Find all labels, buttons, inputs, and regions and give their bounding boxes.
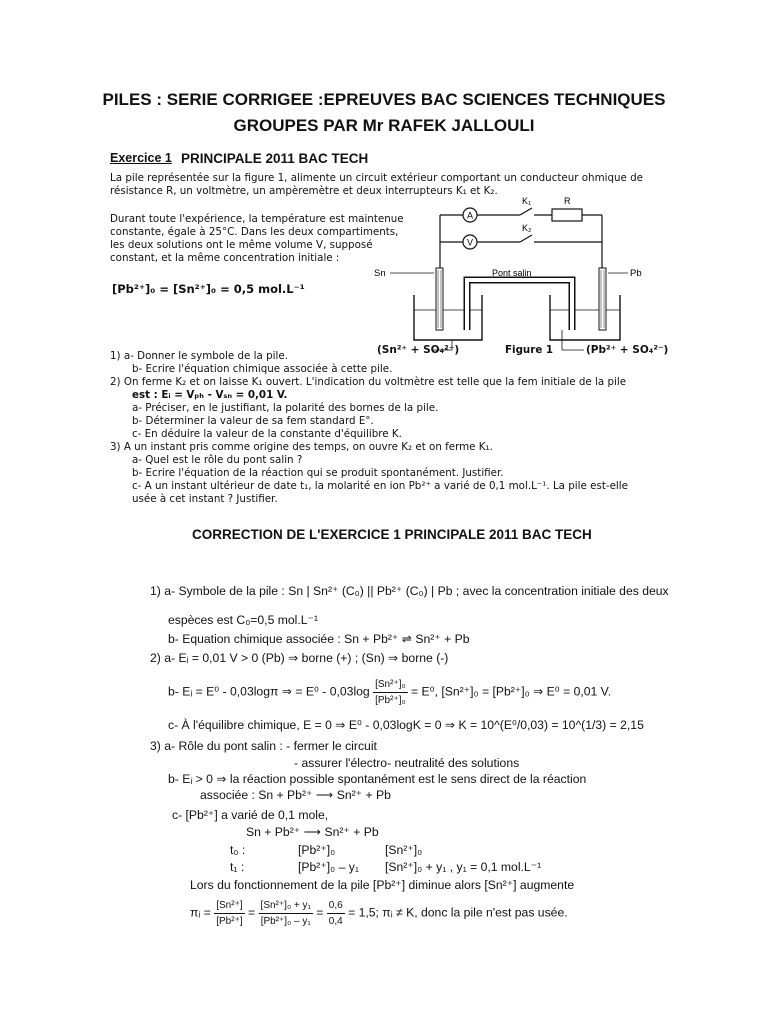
switch-k2-icon: [520, 223, 534, 247]
svg-text:Pb: Pb: [630, 268, 642, 279]
initial-concentration: [Pb²⁺]₀ = [Sn²⁺]₀ = 0,5 mol.L⁻¹: [112, 282, 305, 296]
correction-line: 3) a- Rôle du pont salin : - fermer le circuit: [150, 739, 377, 753]
table-cell: [Pb²⁺]₀: [298, 843, 336, 857]
fraction: $\frac{\text{[Sn²⁺]}}{\text{[Pb²⁺]}}$: [216, 900, 243, 927]
statement-line: La pile représentée sur la figure 1, alimente un circuit extérieur comportant un conducteur ohmique de: [110, 172, 644, 184]
question-line: b- Ecrire l'équation chimique associée à cette pile.: [132, 363, 393, 375]
fraction: $\frac{\text{[Sn²⁺]₀ + y₁}}{\text{[Pb²⁺]₀ – y₁}}$: [260, 900, 311, 927]
question-line: b- Déterminer la valeur de sa fem standard E°.: [132, 415, 374, 427]
ammeter-icon: [463, 208, 477, 222]
correction-line: Sn + Pb²⁺ ⟶ Sn²⁺ + Pb: [246, 825, 379, 839]
correction-line: b- Eᵢ > 0 ⇒ la réaction possible spontanément est le sens direct de la réaction: [168, 772, 587, 786]
correction-title: CORRECTION DE L'EXERCICE 1 PRINCIPALE 2011 BAC TECH: [192, 527, 592, 542]
correction-line: 1) a- Symbole de la pile : Sn | Sn²⁺ (C₀) || Pb²⁺ (C₀) | Pb ; avec la concentration initiale des deux: [150, 584, 669, 598]
statement-line: résistance R, un voltmètre, un ampèremètre et deux interrupteurs K₁ et K₂.: [110, 185, 498, 197]
correction-line: b- Eᵢ = E⁰ - 0,03logπ ⇒ = E⁰ - 0,03log $\frac{\text{[Sn²⁺]₀}}{\text{[Pb²⁺]₀}}$ = E⁰, [Sn²⁺]₀ = [Pb²⁺]₀ ⇒ E⁰ = 0,01 V.: [168, 679, 612, 706]
switch-k1-icon: [520, 196, 534, 220]
fraction: $\frac{\text{[Sn²⁺]₀}}{\text{[Pb²⁺]₀}}$: [375, 679, 406, 706]
svg-text:A: A: [466, 210, 474, 221]
figure-1-electrochemical-cell: [372, 190, 682, 365]
svg-text:Sn: Sn: [374, 268, 386, 279]
voltmeter-icon: [463, 235, 477, 249]
svg-text:K₁: K₁: [522, 196, 532, 206]
document-author-line: GROUPES PAR Mr RAFEK JALLOULI: [233, 116, 535, 135]
exercise-subtitle: PRINCIPALE 2011 BAC TECH: [181, 151, 369, 166]
svg-text:R: R: [564, 196, 571, 206]
question-line: usée à cet instant ? Justifier.: [132, 493, 278, 505]
resistor-icon: [552, 196, 582, 221]
svg-text:K₂: K₂: [522, 223, 532, 233]
question-line: est : Eᵢ = Vₚₕ - Vₛₙ = 0,01 V.: [132, 389, 288, 401]
correction-line: b- Equation chimique associée : Sn + Pb²⁺ ⇌ Sn²⁺ + Pb: [168, 632, 470, 646]
svg-text:V: V: [466, 237, 474, 248]
correction-line: espèces est C₀=0,5 mol.L⁻¹: [168, 613, 319, 627]
question-line: c- A un instant ultérieur de date t₁, la molarité en ion Pb²⁺ a varié de 0,1 mol.L⁻¹. La pile est-elle: [132, 480, 628, 492]
statement-line: Durant toute l'expérience, la température est maintenue: [110, 213, 404, 225]
table-cell: [Sn²⁺]₀ + y₁ , y₁ = 0,1 mol.L⁻¹: [385, 860, 542, 874]
correction-line: 2) a- Eᵢ = 0,01 V > 0 (Pb) ⇒ borne (+) ; (Sn) ⇒ borne (-): [150, 651, 449, 665]
left-solution-label: (Sn²⁺ + SO₄²⁻): [377, 344, 460, 356]
table-cell: [Pb²⁺]₀ – y₁: [298, 860, 359, 874]
statement-line: constante, égale à 25°C. Dans les deux compartiments,: [110, 226, 399, 238]
table-cell: t₁ :: [230, 860, 245, 874]
correction-line: associée : Sn + Pb²⁺ ⟶ Sn²⁺ + Pb: [200, 788, 391, 802]
lead-electrode: [599, 268, 606, 330]
statement-line: constant, et la même concentration initiale :: [110, 252, 340, 264]
exercise-label: Exercice 1: [110, 151, 172, 165]
question-line: 2) On ferme K₂ et on laisse K₁ ouvert. L'indication du voltmètre est telle que la fem initiale de la pile: [110, 376, 627, 388]
question-line: c- En déduire la valeur de la constante d'équilibre K.: [132, 428, 402, 440]
right-solution-label: (Pb²⁺ + SO₄²⁻): [586, 344, 669, 356]
svg-text:Pont salin: Pont salin: [492, 268, 532, 278]
table-cell: [Sn²⁺]₀: [385, 843, 423, 857]
salt-bridge: [467, 280, 572, 330]
statement-line: les deux solutions ont le même volume V, supposé: [110, 239, 373, 251]
question-line: a- Quel est le rôle du pont salin ?: [132, 454, 303, 466]
correction-line: - assurer l'électro- neutralité des solutions: [294, 756, 520, 770]
tin-electrode: [436, 268, 443, 330]
document-title: PILES : SERIE CORRIGEE :EPREUVES BAC SCIENCES TECHNIQUES: [102, 90, 666, 109]
correction-line: Lors du fonctionnement de la pile [Pb²⁺] diminue alors [Sn²⁺] augmente: [190, 878, 575, 892]
correction-line: c- [Pb²⁺] a varié de 0,1 mole,: [172, 808, 329, 822]
question-line: 3) A un instant pris comme origine des temps, on ouvre K₂ et on ferme K₁.: [110, 441, 493, 453]
fraction: $\frac{0,6}{0,4}$: [328, 900, 343, 927]
question-line: b- Ecrire l'équation de la réaction qui se produit spontanément. Justifier.: [132, 467, 504, 479]
question-line: 1) a- Donner le symbole de la pile.: [110, 350, 288, 362]
table-cell: t₀ :: [230, 843, 246, 857]
correction-line: πᵢ = $\frac{\text{[Sn²⁺]}}{\text{[Pb²⁺]}}$ = $\frac{\text{[Sn²⁺]₀ + y₁}}{\text{[Pb²⁺]₀ – y₁}}$ = $\frac{0,6}{0,4}$ = 1,5; πᵢ ≠ K, donc la pile n'est pas usée.: [190, 900, 568, 927]
correction-line: c- À l'équilibre chimique, E = 0 ⇒ E⁰ - 0,03logK = 0 ⇒ K = 10^(E⁰/0,03) = 10^(1/3) = 2,15: [168, 718, 644, 732]
figure-caption: Figure 1: [505, 344, 554, 356]
question-line: a- Préciser, en le justifiant, la polarité des bornes de la pile.: [132, 402, 439, 414]
